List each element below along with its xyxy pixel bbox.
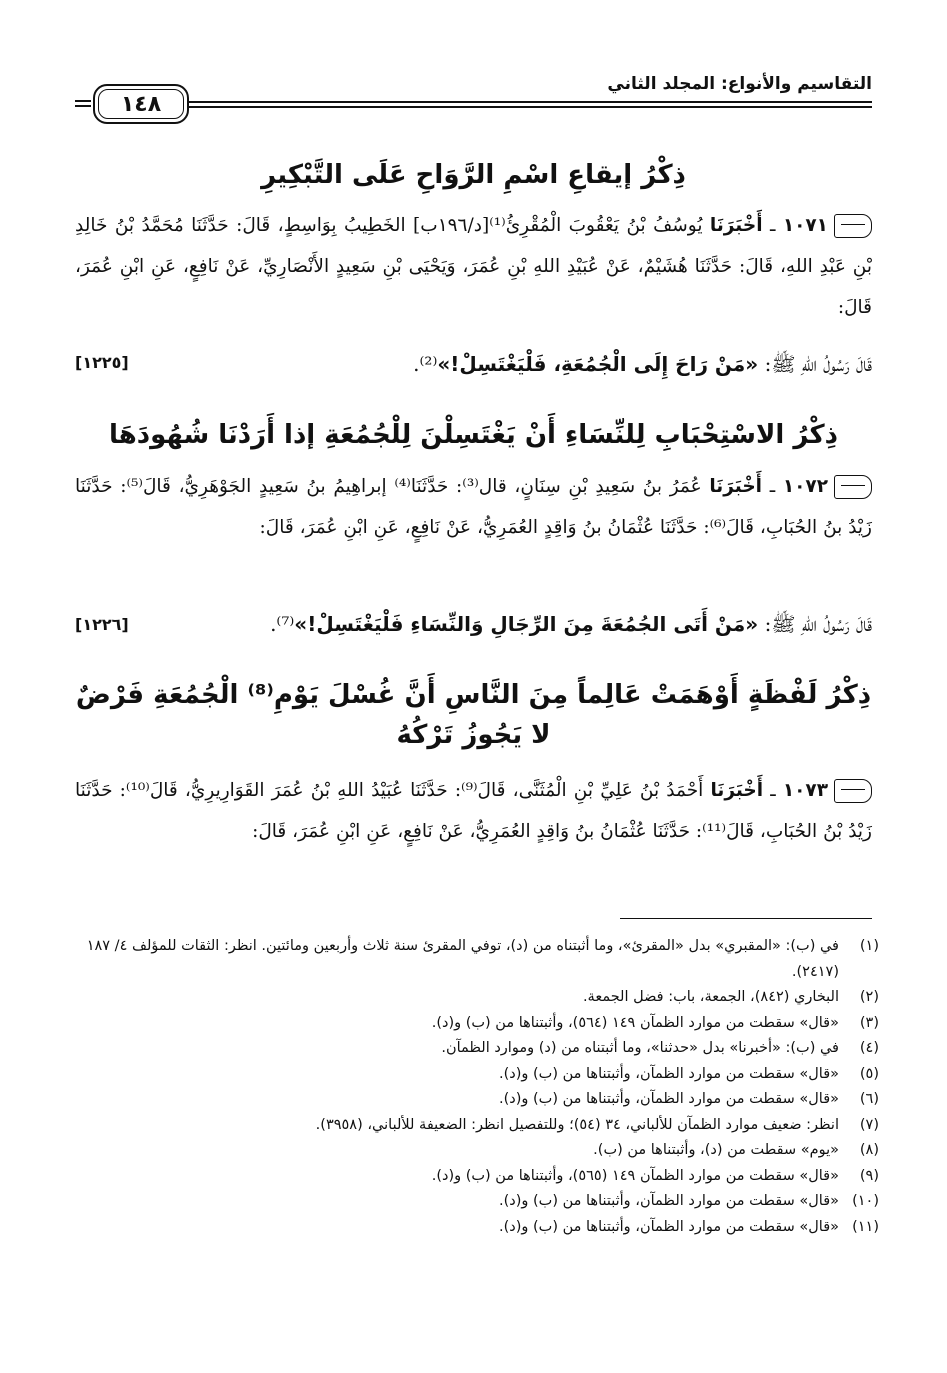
footnote-text: في (ب): «أخبرنا» بدل «حدثنا»، وما أثبتناه من (د) وموارد الظمآن. (441, 1040, 839, 1056)
footnote-text: في (ب): «المقبري» بدل «المقرئ»، وما أثبتناه من (د)، توفي المقرئ سنة ثلاث وأربعين ومائتين. انظر: الثقات للمؤلف ٤/ ١٨٧ (٢٤١٧). (86, 938, 839, 980)
footnote-text: «قال» سقطت من موارد الظمآن، وأثبتناها من (ب) و(د). (499, 1218, 839, 1235)
matn-intro: قَالَ رَسُولُ اللهِ ﷺ: (758, 352, 872, 376)
footnote-number: (٢) (859, 989, 879, 1005)
footnote-text: «قال» سقطت من موارد الظمآن، وأثبتناها من (ب) و(د). (499, 1065, 839, 1082)
matn-footnote-ref: ⁽²⁾. (413, 352, 438, 376)
footnote (60, 1189, 879, 1215)
footnote-number: (٤) (859, 1040, 879, 1056)
section-title: ذِكْرُ الاسْتِحْبَابِ لِلنِّسَاءِ أَنْ يَغْتَسِلْنَ لِلْجُمُعَةِ إذا أَرَدْنَا شُهُودَهَا (109, 420, 838, 450)
footnote-text: «قال» سقطت من موارد الظمآن ١٤٩ (٥٦٥)، وأثبتناها من (ب) و(د). (431, 1167, 839, 1184)
footnote-separator (620, 918, 872, 919)
matn-intro: قَالَ رَسُولُ اللهِ ﷺ: (758, 612, 872, 636)
dash: ـ (763, 780, 783, 801)
footnote (60, 1036, 879, 1062)
footnote (60, 1138, 879, 1164)
hadith-number: ١٠٧٢ (782, 476, 828, 497)
isnad-text: يُوسُفُ بْنُ يَعْقُوبَ الْمُقْرِئُ⁽¹⁾[د/١٩٦ب] الخَطِيبُ بِوَاسِطٍ، قَالَ: حَدَّثَنَا مُحَمَّدُ بْنُ خَالِدِ بْنِ عَبْدِ اللهِ، قَالَ: حَدَّثَنَا هُشَيْمٌ، عَنْ عُبَيْدِ اللهِ بْنِ عُمَرَ، وَيَحْيَى بْنِ سَعِيدٍ الأَنْصَارِيِّ، عَنْ نَافِعٍ، عَنِ ابْنِ عُمَرَ، قَالَ: (75, 215, 872, 318)
footnote-number: (٧) (859, 1116, 879, 1133)
header-rule (75, 105, 91, 107)
page-header (75, 70, 872, 120)
akhbarana: أَخْبَرَنَا (710, 780, 764, 801)
matn-quote: «مَنْ أَتَى الجُمُعَةَ مِنَ الرِّجَالِ وَالنِّسَاءِ فَلْيَغْتَسِلْ!» (294, 612, 759, 636)
section-title: ذِكْرُ إيقاعِ اسْمِ الرَّوَاحِ عَلَى التَّبْكِيرِ (261, 160, 686, 190)
hadith-matn (75, 344, 872, 384)
page-number-box (93, 84, 189, 124)
page-number: ١٤٨ (98, 89, 184, 119)
footnote-text: «قال» سقطت من موارد الظمآن، وأثبتناها من (ب) و(د). (499, 1091, 839, 1107)
footnote-text: «يوم» سقطت من (د)، وأثبتناها من (ب). (593, 1142, 839, 1158)
footnote (60, 1087, 879, 1113)
matn-quote: «مَنْ رَاحَ إِلَى الْجُمُعَةِ، فَلْيَغْتَسِلْ!» (437, 352, 759, 376)
akhbarana: أَخْبَرَنَا (709, 215, 763, 236)
footnote-number: (٣) (859, 1014, 879, 1031)
footnote (60, 1113, 879, 1139)
akhbarana: أَخْبَرَنَا (709, 476, 762, 497)
hadith-marker-icon (834, 475, 872, 499)
hadith-number: ١٠٧٣ (782, 780, 828, 801)
dash: ـ (762, 215, 783, 236)
header-rule (75, 100, 91, 102)
footnote-text: «قال» سقطت من موارد الظمآن، وأثبتناها من (ب) و(د). (499, 1193, 839, 1209)
footnote-text: البخاري (٨٤٢)، الجمعة، باب: فضل الجمعة. (582, 989, 839, 1005)
footnote-text: انظر: ضعيف موارد الظمآن للألباني، ٣٤ (٥٤)؛ وللتفصيل انظر: الضعيفة للألباني، (٣٩٥٨). (315, 1116, 839, 1133)
hadith-isnad (75, 205, 872, 328)
footnote-number: (١١) (852, 1218, 879, 1235)
dash: ـ (762, 476, 783, 497)
hadith-reference: [١٢٢٦] (75, 615, 129, 634)
section-title: ذِكْرُ لَفْظَةٍ أَوْهَمَتْ عَالِماً مِنَ النَّاسِ أَنَّ غُسْلَ يَوْمِ⁽⁸⁾ الْجُمُعَةِ فَرْضٌ لا يَجُوزُ تَرْكُهُ (75, 680, 872, 750)
footnote-number: (١) (859, 938, 879, 954)
footnote-number: (٩) (859, 1167, 879, 1184)
footnote (60, 1164, 879, 1190)
footnote-text: «قال» سقطت من موارد الظمآن ١٤٩ (٥٦٤)، وأثبتناها من (ب) و(د). (431, 1014, 839, 1031)
header-rule (189, 101, 872, 103)
footnote-number: (٦) (859, 1091, 879, 1107)
hadith-number: ١٠٧١ (782, 215, 828, 236)
hadith-isnad (75, 770, 872, 852)
footnote-number: (٨) (859, 1142, 879, 1158)
footnote (60, 934, 879, 985)
running-title: التقاسيم والأنواع: المجلد الثاني (607, 74, 872, 94)
footnote (60, 1062, 879, 1088)
footnote-number: (١٠) (852, 1193, 879, 1209)
isnad-text: أَحْمَدُ بْنُ عَلِيِّ بْنِ الْمُثَنَّى، قَالَ⁽⁹⁾: حَدَّثَنَا عُبَيْدُ اللهِ بْنُ عُمَرَ القَوَارِيرِيُّ، قَالَ⁽¹⁰⁾: حَدَّثَنَا زَيْدُ بْنُ الحُبَابِ، قَالَ⁽¹¹⁾: حَدَّثَنَا عُثْمَانُ بنُ وَاقِدٍ العُمَرِيُّ، عَنْ نَافِعٍ، عَنِ ابْنِ عُمَرَ، قَالَ: (75, 780, 872, 842)
footnote (60, 985, 879, 1011)
header-rule (189, 106, 872, 108)
hadith-marker-icon (834, 214, 872, 238)
hadith-isnad (75, 466, 872, 548)
matn-footnote-ref: ⁽⁷⁾. (270, 612, 295, 636)
footnote (60, 1215, 879, 1241)
footnotes (60, 934, 879, 1240)
hadith-reference: [١٢٢٥] (75, 353, 129, 372)
footnote (60, 1011, 879, 1037)
hadith-matn (75, 604, 872, 644)
hadith-marker-icon (834, 779, 872, 803)
footnote-number: (٥) (859, 1065, 879, 1082)
isnad-text: عُمَرُ بنُ سَعِيدِ بْنِ سِنَانٍ، قال⁽³⁾: حَدَّثَنَا⁽⁴⁾ إبراهِيمُ بنُ سَعِيدٍ الجَوْهَرِيُّ، قَالَ⁽⁵⁾: حَدَّثَنَا زَيْدُ بنُ الحُبَابِ، قَالَ⁽⁶⁾: حَدَّثَنَا عُثْمَانُ بنُ وَاقِدٍ العُمَرِيُّ، عَنْ نَافِعٍ، عَنِ ابْنِ عُمَرَ، قَالَ: (75, 476, 872, 538)
